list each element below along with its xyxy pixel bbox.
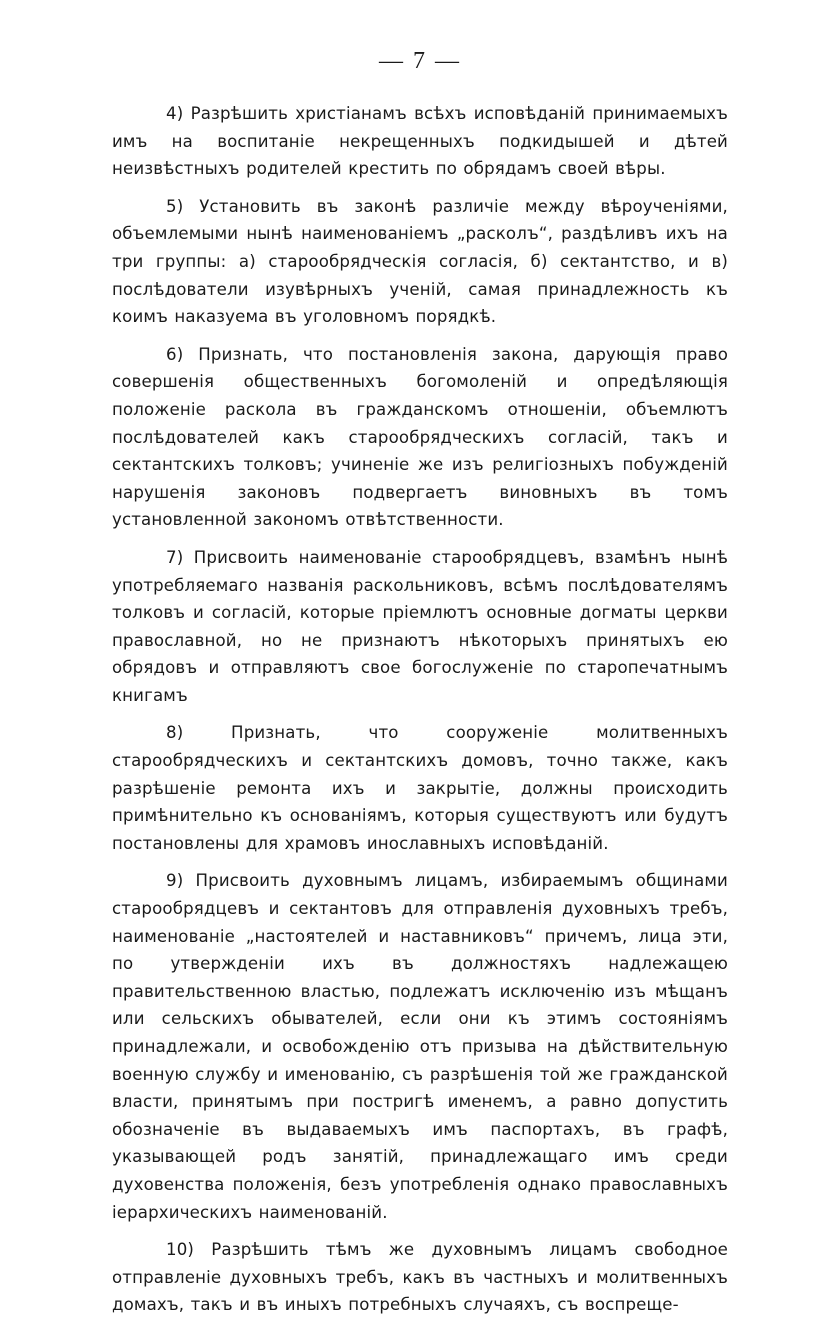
paragraph-8: 8) Признать, что сооруженіе молитвенныхъ старообрядческихъ и сектантскихъ домовъ, точно также, какъ разрѣшеніе ремонта ихъ и закрытіе, должны происходить примѣнительно къ основаніямъ, которыя существуютъ или будутъ постановлены для храмовъ инославныхъ исповѣданій. bbox=[112, 723, 728, 853]
paragraph-10: 10) Разрѣшить тѣмъ же духовнымъ лицамъ свободное отправленіе духовныхъ требъ, какъ въ частныхъ и молитвенныхъ домахъ, такъ и въ иныхъ потребныхъ случаяхъ, съ воспреще- bbox=[112, 1240, 728, 1315]
paragraph-9: 9) Присвоить духовнымъ лицамъ, избираемымъ общинами старообрядцевъ и сектантовъ для отправленія духовныхъ требъ, наименованіе „настоятелей и наставниковъ“ причемъ, лица эти, по утвержденіи ихъ въ должностяхъ надлежащею правительственною властью, подлежатъ исключенію изъ мѣщанъ или сельскихъ обывателей, если они къ этимъ состояніямъ принадлежали, и освобожденію отъ призыва на дѣйствительную военную службу и именованію, съ разрѣшенія той же гражданской власти, принятымъ при постригѣ именемъ, а равно допустить обозначеніе въ выдаваемыхъ имъ паспортахъ, въ графѣ, указывающей родъ занятій, принадлежащаго имъ среди духовенства положенія, безъ употребленія однако православныхъ іерархическихъ наименованій. bbox=[112, 871, 728, 1222]
page-number: — 7 — bbox=[379, 48, 461, 74]
paragraph-4: 4) Разрѣшить христіанамъ всѣхъ исповѣданій принимаемыхъ имъ на воспитаніе некрещенныхъ подкидышей и дѣтей неизвѣстныхъ родителей крестить по обрядамъ своей вѣры. bbox=[112, 104, 728, 179]
text-body bbox=[112, 100, 728, 1329]
paragraph-5: 5) Установить въ законѣ различіе между вѣроученіями, объемлемыми нынѣ наименованіемъ „расколъ“, раздѣливъ ихъ на три группы: а) старообрядческія согласія, б) сектантство, и в) послѣдователи изувѣрныхъ ученій, самая принадлежность къ коимъ наказуема въ уголовномъ порядкѣ. bbox=[112, 196, 728, 327]
paragraph-6: 6) Признать, что постановленія закона, дарующія право совершенія общественныхъ богомоленій и опредѣляющія положеніе раскола въ гражданскомъ отношеніи, объемлютъ послѣдователей какъ старообрядческихъ согласій, такъ и сектантскихъ толковъ; учиненіе же изъ религіозныхъ побужденій нарушенія законовъ подвергаетъ виновныхъ въ томъ установленной закономъ отвѣтственности. bbox=[112, 344, 728, 530]
paragraph-7: 7) Присвоить наименованіе старообрядцевъ, взамѣнъ нынѣ употребляемаго названія раскольниковъ, всѣмъ послѣдователямъ толковъ и согласій, которые пріемлютъ основные догматы церкви православной, но не признаютъ нѣкоторыхъ принятыхъ ею обрядовъ и отправляютъ свое богослуженіе по старопечатнымъ книгамъ bbox=[112, 547, 728, 705]
